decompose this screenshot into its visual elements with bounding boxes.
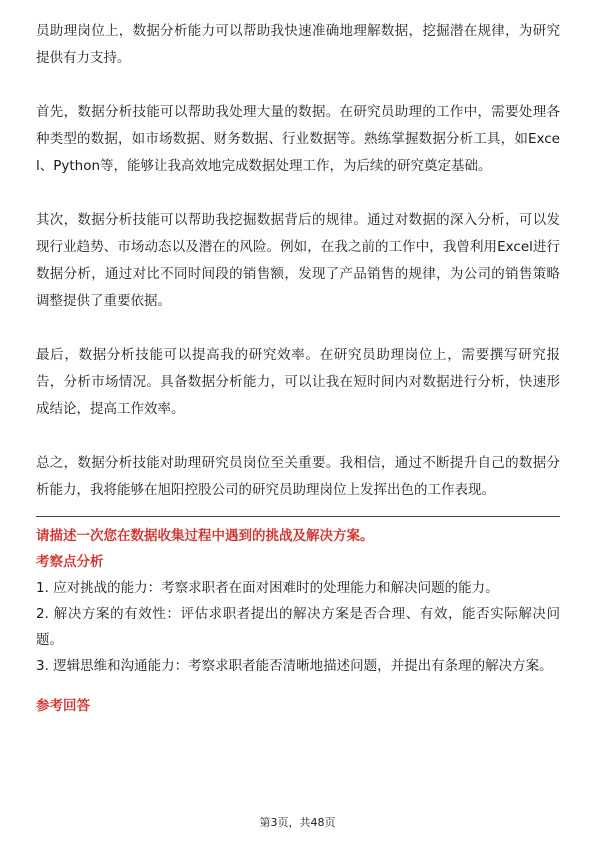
paragraph-conclusion: 总之，数据分析技能对助理研究员岗位至关重要。我相信，通过不断提升自己的数据分析能力，我将能够在旭阳控股公司的研究员助理岗位上发挥出色的工作表现。 [36,455,560,498]
paragraph-first: 首先，数据分析技能可以帮助我处理大量的数据。在研究员助理的工作中，需要处理各种类型的数据，如市场数据、财务数据、行业数据等。熟练掌握数据分析工具，如Excel、Python等，能够让我高效地完成数据处理工作，为后续的研究奠定基础。 [36,104,560,174]
paragraph-intro-continued: 员助理岗位上，数据分析能力可以帮助我快速准确地理解数据，挖掘潜在规律，为研究提供有力支持。 [36,23,560,66]
page-number-footer: 第3页，共48页 [259,816,336,829]
analysis-list [36,575,560,679]
reference-answer-title: 参考回答 [36,698,90,714]
analysis-title: 考察点分析 [36,554,104,570]
section-divider [36,516,560,517]
page-content [36,18,560,719]
paragraph-last: 最后，数据分析技能可以提高我的研究效率。在研究员助理岗位上，需要撰写研究报告，分析市场情况。具备数据分析能力，可以让我在短时间内对数据进行分析，快速形成结论，提高工作效率。 [36,347,560,417]
paragraph-second: 其次，数据分析技能可以帮助我挖掘数据背后的规律。通过对数据的深入分析，可以发现行业趋势、市场动态以及潜在的风险。例如，在我之前的工作中，我曾利用Excel进行数据分析，通过对比不同时间段的销售额，发现了产品销售的规律，为公司的销售策略调整提供了重要依据。 [36,212,560,309]
analysis-item: 3. 逻辑思维和沟通能力：考察求职者能否清晰地描述问题，并提出有条理的解决方案。 [36,658,553,674]
interview-question: 请描述一次您在数据收集过程中遇到的挑战及解决方案。 [36,528,374,544]
analysis-item: 1. 应对挑战的能力：考察求职者在面对困难时的处理能力和解决问题的能力。 [36,580,499,596]
analysis-item: 2. 解决方案的有效性：评估求职者提出的解决方案是否合理、有效，能否实际解决问题。 [36,606,560,648]
